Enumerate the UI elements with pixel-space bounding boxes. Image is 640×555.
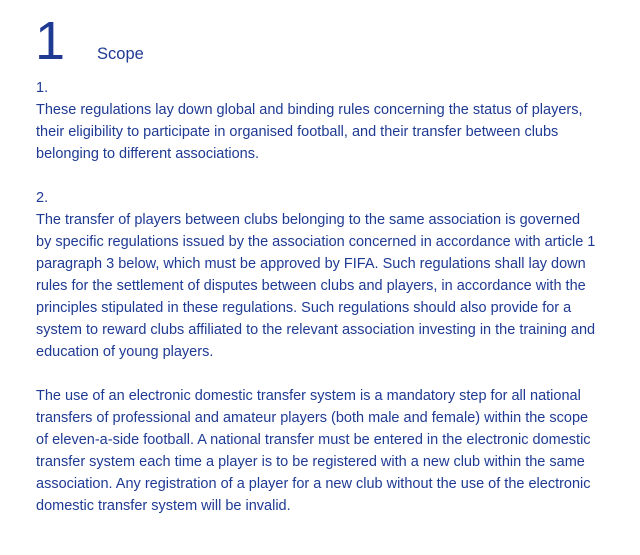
paragraph-line: education of young players. bbox=[36, 344, 214, 360]
paragraph-line: paragraph 3 below, which must be approved by FIFA. Such regulations shall lay down bbox=[36, 256, 586, 272]
paragraph-number-2: 2. bbox=[36, 190, 49, 206]
paragraph-line: rules for the settlement of disputes between clubs and players, in accordance with the bbox=[36, 278, 586, 294]
paragraph-line: transfers of professional and amateur players (both male and female) within the scope bbox=[36, 410, 589, 426]
paragraph-line: domestic transfer system will be invalid. bbox=[36, 498, 291, 514]
paragraph-line: belonging to different associations. bbox=[36, 146, 260, 162]
paragraph-line: These regulations lay down global and binding rules concerning the status of players, bbox=[36, 102, 583, 118]
paragraph-line: by specific regulations issued by the association concerned in accordance with article 1 bbox=[36, 234, 596, 250]
paragraph-line: The use of an electronic domestic transfer system is a mandatory step for all national bbox=[36, 388, 581, 404]
paragraph-2-text bbox=[36, 209, 636, 363]
paragraph-line: their eligibility to participate in organised football, and their transfer between clubs bbox=[36, 124, 559, 140]
paragraph-number-1: 1. bbox=[36, 80, 49, 96]
article-title: Scope bbox=[97, 45, 144, 63]
paragraph-2-continuation-text bbox=[36, 385, 636, 517]
paragraph-line: transfer system each time a player is to be registered with a new club within the same bbox=[36, 454, 585, 470]
paragraph-line: principles stipulated in these regulations. Such regulations should also provide for a bbox=[36, 300, 572, 316]
article-number: 1 bbox=[35, 11, 65, 71]
paragraph-line: The transfer of players between clubs belonging to the same association is governed bbox=[36, 212, 581, 228]
paragraph-line: association. Any registration of a player for a new club without the use of the electronic bbox=[36, 476, 591, 492]
article-heading bbox=[35, 10, 626, 71]
paragraph-1-text bbox=[36, 99, 636, 165]
paragraph-line: system to reward clubs affiliated to the relevant association investing in the training and bbox=[36, 322, 596, 338]
paragraph-line: of eleven-a-side football. A national transfer must be entered in the electronic domestic bbox=[36, 432, 591, 448]
